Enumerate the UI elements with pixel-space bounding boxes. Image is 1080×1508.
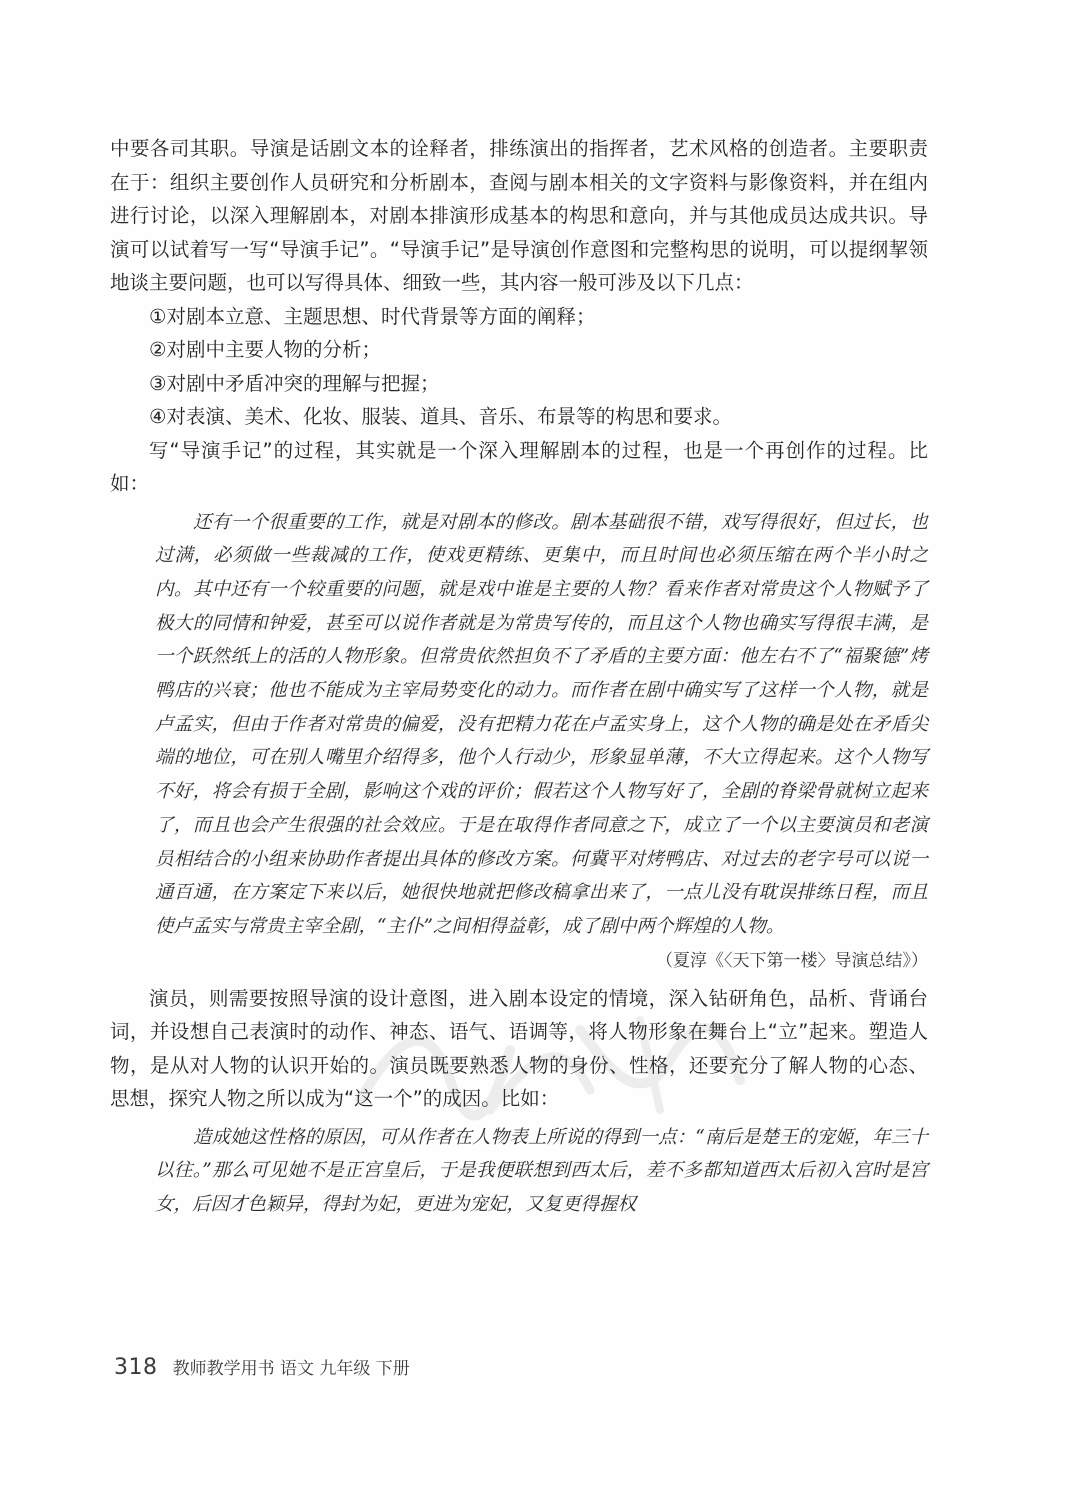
- book-title: 教师教学用书 语文 九年级 下册: [172, 1359, 410, 1379]
- list-item-4: ④对表演、美术、化妆、服装、道具、音乐、布景等的构思和要求。: [149, 405, 732, 428]
- page-number: 318: [114, 1355, 158, 1380]
- quote-nanhou: 造成她这性格的原因，可从作者在人物表上所说的得到一点：“南后是楚王的宠姬，年三十以往。”那么可见她不是正宫皇后，于是我便联想到西太后，差不多都知道西太后初入宫时是宫女，后因才色颖异，得封为妃，更进为宠妃，又复更得握权: [155, 1126, 928, 1216]
- paragraph-actors: 演员，则需要按照导演的设计意图，进入剧本设定的情境，深入钻研角色，品析、背诵台词，并设想自己表演时的动作、神态、语气、语调等，将人物形象在舞台上“立”起来。塑造人物，是从对人物的认识开始的。演员既要熟悉人物的身份、性格，还要充分了解人物的心态、思想，探究人物之所以成为“这一个”的成因。比如：: [110, 986, 928, 1111]
- main-text: [110, 132, 928, 1222]
- quote-source: （夏淳《〈天下第一楼〉导演总结》）: [656, 950, 928, 971]
- list-item-1: ①对剧本立意、主题思想、时代背景等方面的阐释；: [149, 304, 596, 328]
- page-footer: [114, 1354, 410, 1380]
- paragraph-director-duties: 中要各司其职。导演是话剧文本的诠释者，排练演出的指挥者，艺术风格的创造者。主要职责在于：组织主要创作人员研究和分析剧本，查阅与剧本相关的文字资料与影像资料，并在组内进行讨论，以深入理解剧本，对剧本排演形成基本的构思和意向，并与其他成员达成共识。导演可以试着写一写“导演手记”。“导演手记”是导演创作意图和完整构思的说明，可以提纲挈领地谈主要问题，也可以写得具体、细致一些，其内容一般可涉及以下几点：: [110, 137, 928, 294]
- paragraph-director-notes: 写“导演手记”的过程，其实就是一个深入理解剧本的过程，也是一个再创作的过程。比如：: [110, 438, 928, 495]
- list-item-3: ③对剧中矛盾冲突的理解与把握；: [149, 371, 440, 395]
- list-item-2: ②对剧中主要人物的分析；: [149, 338, 381, 361]
- quote-xia-chun: 还有一个很重要的工作，就是对剧本的修改。剧本基础很不错，戏写得很好，但过长，也过满，必须做一些裁减的工作，使戏更精练、更集中，而且时间也必须压缩在两个半小时之内。其中还有一个较重要的问题，就是戏中谁是主要的人物？看来作者对常贵这个人物赋予了极大的同情和钟爱，甚至可以说作者就是为常贵写传的，而且这个人物也确实写得很丰满，是一个跃然纸上的活的人物形象。但常贵依然担负不了矛盾的主要方面：他左右不了“福聚德”烤鸭店的兴衰；他也不能成为主宰局势变化的动力。而作者在剧中确实写了这样一个人物，就是卢孟实，但由于作者对常贵的偏爱，没有把精力花在卢孟实身上，这个人物的确是处在矛盾尖端的地位，可在别人嘴里介绍得多，他个人行动少，形象显单薄，不大立得起来。这个人物写不好，将会有损于全剧，影响这个戏的评价；假若这个人物写好了，全剧的脊梁骨就树立起来了，而且也会产生很强的社会效应。于是在取得作者同意之下，成立了一个以主要演员和老演员相结合的小组来协助作者提出具体的修改方案。何冀平对烤鸭店、对过去的老字号可以说一通百通，在方案定下来以后，她很快地就把修改稿拿出来了，一点儿没有耽误排练日程，而且使卢孟实与常贵主宰全剧，“主仆”之间相得益彰，成了剧中两个辉煌的人物。: [155, 511, 928, 937]
